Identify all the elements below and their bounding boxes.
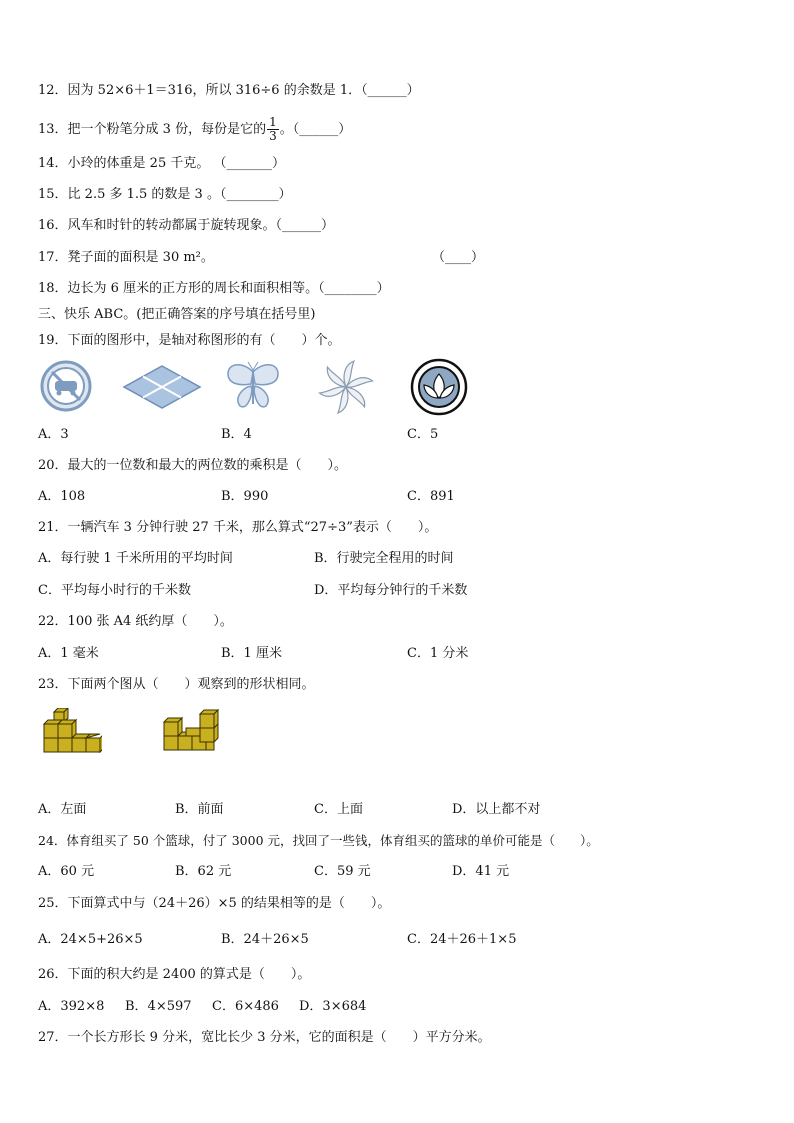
q22-option-c[interactable]: C．1 分米: [407, 646, 469, 661]
question-16: 16．风车和时针的转动都属于旋转现象。（______）: [38, 218, 335, 233]
fraction-numerator: 1: [269, 115, 277, 129]
q20-option-c[interactable]: C．891: [407, 489, 455, 504]
q19-option-b[interactable]: B．4: [221, 427, 252, 442]
q19-option-a[interactable]: A．3: [38, 427, 69, 442]
q24-option-d[interactable]: D．41 元: [452, 864, 510, 879]
cube-stack-figure-2: [160, 708, 226, 756]
question-15: 15．比 2.5 多 1.5 的数是 3 。（________）: [38, 187, 292, 202]
q21-option-b[interactable]: B．行驶完全程用的时间: [314, 551, 454, 566]
question-18: 18．边长为 6 厘米的正方形的周长和面积相等。（________）: [38, 281, 390, 296]
pinwheel-flower-figure: [316, 358, 376, 416]
cube-stack-figure-1: [40, 708, 102, 756]
q26-option-a[interactable]: A．392×8: [38, 999, 105, 1014]
no-parking-sign-figure: [40, 360, 92, 412]
question-25: 25．下面算式中与（24＋26）×5 的结果相等的是（ ）。: [38, 896, 391, 911]
q25-option-b[interactable]: B．24＋26×5: [221, 932, 309, 947]
q24-option-b[interactable]: B．62 元: [175, 864, 232, 879]
question-17-blank: （____）: [432, 250, 485, 265]
leaf-emblem-figure: [410, 358, 468, 416]
butterfly-figure: [224, 360, 282, 412]
question-26: 26．下面的积大约是 2400 的算式是（ ）。: [38, 967, 311, 982]
question-23: 23．下面两个图从（ ）观察到的形状相同。: [38, 677, 315, 692]
q24-option-c[interactable]: C．59 元: [314, 864, 371, 879]
fraction-denominator: 3: [269, 129, 277, 143]
q23-option-b[interactable]: B．前面: [175, 802, 224, 817]
section-3-heading: 三、快乐 ABC。(把正确答案的序号填在括号里): [38, 307, 316, 322]
question-27: 27．一个长方形长 9 分米，宽比长少 3 分米，它的面积是（ ）平方分米。: [38, 1030, 491, 1045]
fraction-one-third: [267, 116, 279, 143]
question-22: 22．100 张 A4 纸约厚（ ）。: [38, 614, 233, 629]
q21-option-d[interactable]: D．平均每分钟行的千米数: [314, 583, 468, 598]
question-13-blank: 。（______）: [279, 122, 352, 137]
rhombus-tiles-figure: [122, 364, 202, 410]
q26-option-d[interactable]: D．3×684: [299, 999, 367, 1014]
question-21: 21．一辆汽车 3 分钟行驶 27 千米，那么算式“27÷3”表示（ ）。: [38, 520, 438, 535]
q25-option-c[interactable]: C．24＋26＋1×5: [407, 932, 517, 947]
question-17: 17．凳子面的面积是 30 m²。: [38, 250, 214, 265]
q22-option-b[interactable]: B．1 厘米: [221, 646, 282, 661]
q23-option-c[interactable]: C．上面: [314, 802, 363, 817]
question-13-text: 13．把一个粉笔分成 3 份，每份是它的: [38, 122, 267, 137]
question-14: 14．小玲的体重是 25 千克。 （_______）: [38, 156, 285, 171]
q24-option-a[interactable]: A．60 元: [38, 864, 95, 879]
q23-option-d[interactable]: D．以上都不对: [452, 802, 541, 817]
q22-option-a[interactable]: A．1 毫米: [38, 646, 99, 661]
question-20: 20．最大的一位数和最大的两位数的乘积是（ ）。: [38, 458, 348, 473]
q26-option-b[interactable]: B．4×597: [125, 999, 192, 1014]
question-19: 19．下面的图形中，是轴对称图形的有（ ）个。: [38, 333, 341, 348]
q25-option-a[interactable]: A．24×5+26×5: [38, 932, 143, 947]
q19-option-c[interactable]: C．5: [407, 427, 439, 442]
q20-option-b[interactable]: B．990: [221, 489, 269, 504]
q21-option-c[interactable]: C．平均每小时行的千米数: [38, 583, 191, 598]
q26-option-c[interactable]: C．6×486: [212, 999, 279, 1014]
question-24: 24．体育组买了 50 个篮球，付了 3000 元，找回了一些钱，体育组买的篮球的单价可能是（ ）。: [38, 833, 599, 848]
q20-option-a[interactable]: A．108: [38, 489, 86, 504]
question-13: [38, 116, 351, 143]
q21-option-a[interactable]: A．每行驶 1 千米所用的平均时间: [38, 551, 233, 566]
q23-option-a[interactable]: A．左面: [38, 802, 87, 817]
question-12: 12．因为 52×6＋1＝316，所以 316÷6 的余数是 1．（______）: [38, 83, 420, 98]
